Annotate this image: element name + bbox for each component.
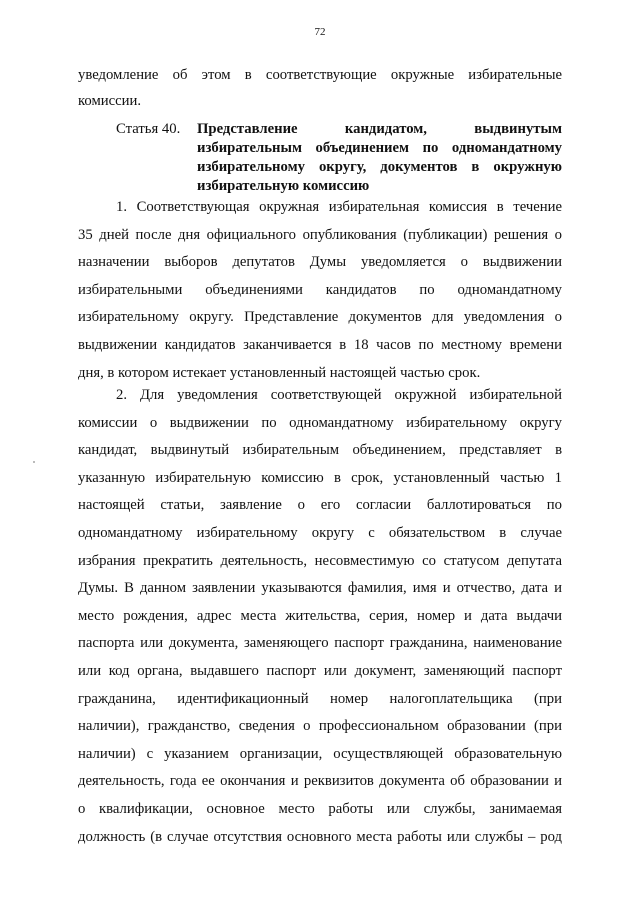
article-title-line: избирательную комиссию: [197, 178, 370, 194]
text-line: наличии), гражданство, сведения о профессиональном образовании (при: [78, 718, 562, 735]
text-line: паспорта или документа, заменяющего паспорт гражданина, наименование: [78, 635, 562, 652]
paragraph-2: [78, 382, 562, 851]
text-line: настоящей статьи, заявление о его согласии баллотироваться по: [78, 497, 562, 514]
text-line: избрания прекратить деятельность, несовместимую со статусом депутата: [78, 552, 562, 569]
text-line: 1. Соответствующая окружная избирательная комиссия в течение: [116, 199, 562, 215]
text-line: о квалификации, основное место работы или службы, занимаемая: [78, 800, 562, 817]
text-line: должность (в случае отсутствия основного места работы или службы – род: [78, 828, 562, 845]
text-line: комиссии о выдвижении по одномандатному избирательному округу: [78, 414, 562, 431]
paragraph-1: [78, 194, 562, 387]
article-title-line: избирательному округу, документов в окружную: [197, 159, 562, 175]
text-line: место рождения, адрес места жительства, серия, номер и дата выдачи: [78, 607, 562, 624]
scan-speck: [33, 461, 35, 463]
article-title-line: Представление кандидатом, выдвинутым: [197, 121, 562, 137]
text-line: Думы. В данном заявлении указываются фамилия, имя и отчество, дата и: [78, 580, 562, 597]
text-line: комиссии.: [78, 92, 142, 109]
text-line: деятельность, года ее окончания и реквизитов документа об образовании и: [78, 773, 562, 790]
text-line: дня, в котором истекает установленный настоящей частью срок.: [78, 364, 481, 381]
article-title: [197, 120, 562, 196]
article-label: Статья 40.: [116, 121, 181, 137]
text-line: избирательному округу. Представление документов для уведомления о: [78, 309, 562, 326]
text-line: указанную избирательную комиссию в срок, установленный частью 1: [78, 469, 562, 486]
intro-text: [78, 62, 562, 115]
text-line: одномандатному избирательному округу с обязательством в случае: [78, 524, 562, 541]
text-line: избирательными объединениями кандидатов по одномандатному: [78, 281, 562, 298]
article-title-line: избирательным объединением по одномандатному: [197, 140, 562, 156]
text-line: 2. Для уведомления соответствующей окружной избирательной: [116, 387, 562, 403]
text-line: 35 дней после дня официального опубликования (публикации) решения о: [78, 226, 562, 243]
text-line: назначении выборов депутатов Думы уведомляется о выдвижении: [78, 254, 562, 271]
text-line: или код органа, выдавшего паспорт или документ, заменяющий паспорт: [78, 662, 562, 679]
text-line: наличии) с указанием организации, осуществляющей образовательную: [78, 745, 562, 762]
text-line: кандидат, выдвинутый избирательным объединением, представляет в: [78, 442, 562, 459]
text-line: уведомление об этом в соответствующие окружные избирательные: [78, 67, 562, 83]
page-number: 72: [314, 26, 326, 38]
text-line: гражданина, идентификационный номер налогоплательщика (при: [78, 690, 562, 707]
text-line: выдвижении кандидатов заканчивается в 18 часов по местному времени: [78, 336, 562, 353]
